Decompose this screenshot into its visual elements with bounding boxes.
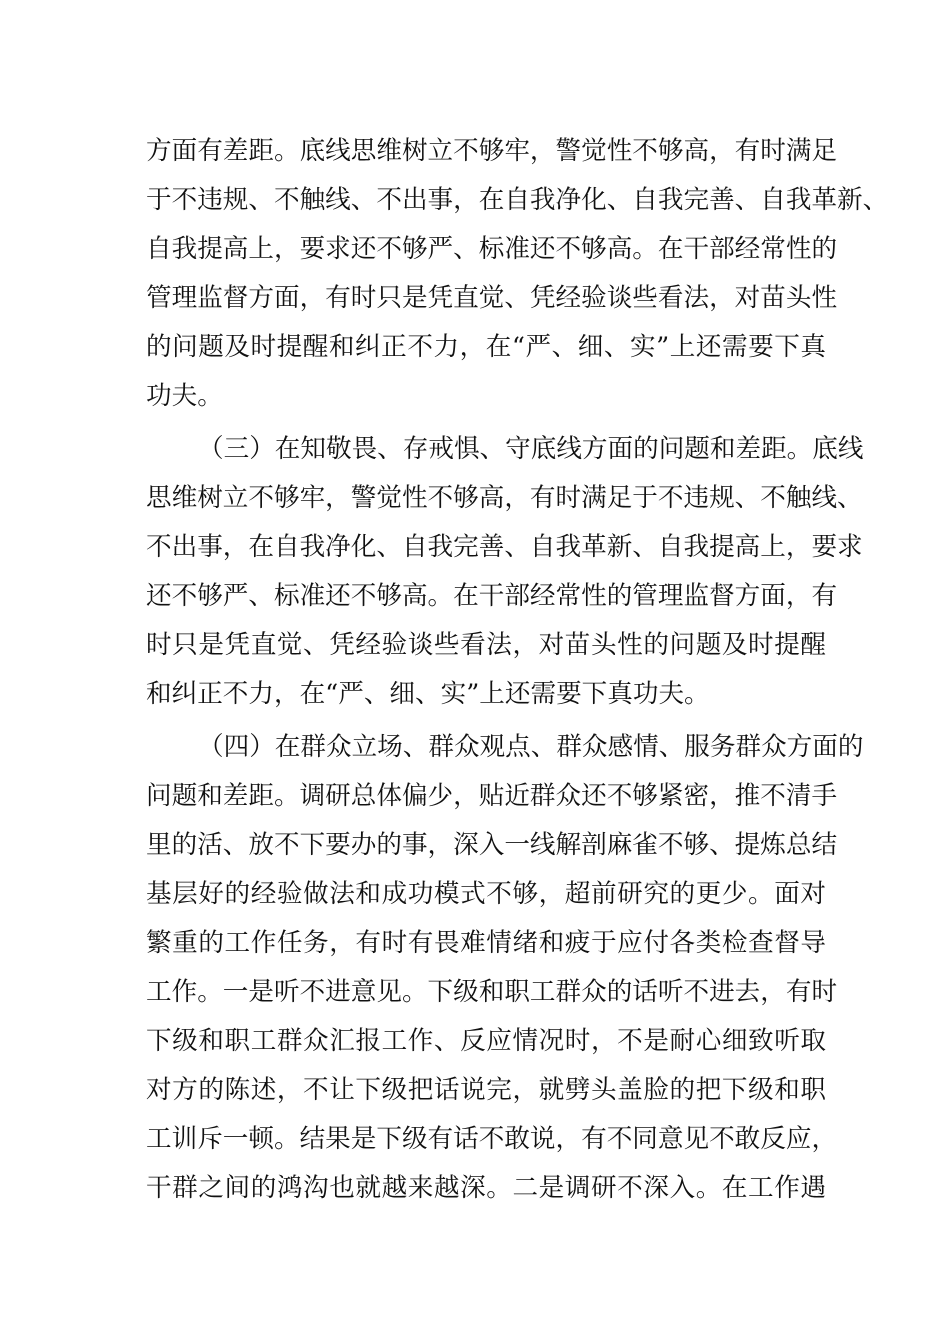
section-heading-line: （四）在群众立场、群众观点、群众感情、服务群众方面的 <box>198 732 864 762</box>
text-line: 问题和差距。调研总体偏少，贴近群众还不够紧密，推不清手 <box>146 781 838 811</box>
text-line: 工作。一是听不进意见。下级和职工群众的话听不进去，有时 <box>146 977 838 1007</box>
text-line: 基层好的经验做法和成功模式不够，超前研究的更少。面对 <box>146 879 826 909</box>
text-line: 干群之间的鸿沟也就越来越深。二是调研不深入。在工作遇 <box>146 1173 826 1203</box>
text-line: 工训斥一顿。结果是下级有话不敢说，有不同意见不敢反应， <box>146 1124 838 1154</box>
text-line: 对方的陈述，不让下级把话说完，就劈头盖脸的把下级和职 <box>146 1075 826 1105</box>
text-line: 的问题及时提醒和纠正不力，在“严、细、实”上还需要下真 <box>146 332 826 362</box>
text-line: 时只是凭直觉、凭经验谈些看法，对苗头性的问题及时提醒 <box>146 630 826 660</box>
text-line: 思维树立不够牢，警觉性不够高，有时满足于不违规、不触线、 <box>146 483 863 513</box>
text-line: 自我提高上，要求还不够严、标准还不够高。在干部经常性的 <box>146 234 838 264</box>
text-line: 还不够严、标准还不够高。在干部经常性的管理监督方面，有 <box>146 581 838 611</box>
text-line: 下级和职工群众汇报工作、反应情况时，不是耐心细致听取 <box>146 1026 826 1056</box>
text-line: 里的活、放不下要办的事，深入一线解剖麻雀不够、提炼总结 <box>146 830 838 860</box>
text-line: 和纠正不力，在“严、细、实”上还需要下真功夫。 <box>146 679 710 709</box>
text-line: 功夫。 <box>146 381 223 411</box>
text-line: 管理监督方面，有时只是凭直觉、凭经验谈些看法，对苗头性 <box>146 283 838 313</box>
section-heading-line: （三）在知敬畏、存戒惧、守底线方面的问题和差距。底线 <box>198 434 864 464</box>
text-line: 繁重的工作任务，有时有畏难情绪和疲于应付各类检查督导 <box>146 928 826 958</box>
text-line: 不出事，在自我净化、自我完善、自我革新、自我提高上，要求 <box>146 532 863 562</box>
text-line: 于不违规、不触线、不出事，在自我净化、自我完善、自我革新、 <box>146 185 889 215</box>
text-line: 方面有差距。底线思维树立不够牢，警觉性不够高，有时满足 <box>146 136 838 166</box>
